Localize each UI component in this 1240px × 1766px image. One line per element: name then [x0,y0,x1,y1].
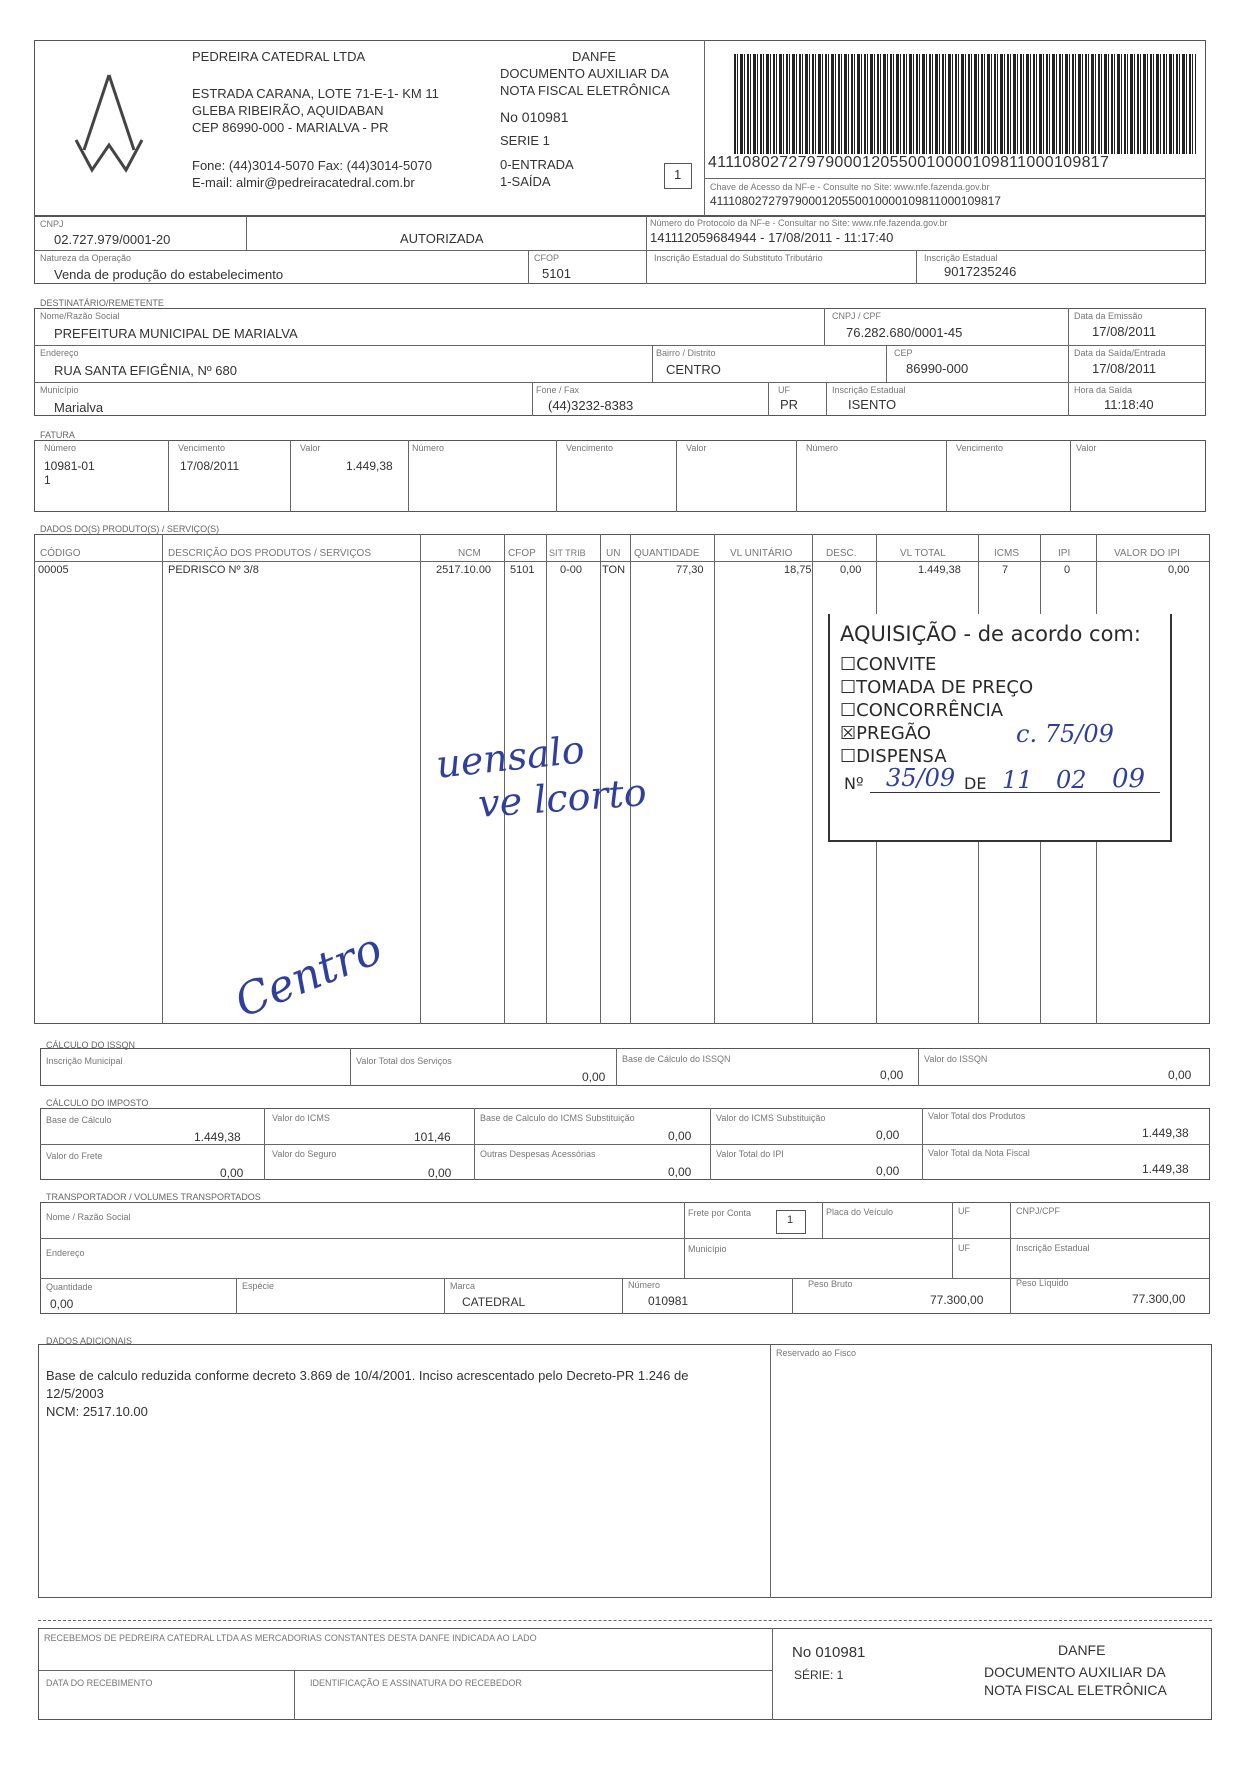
handwritten-note-1: uensalo [434,727,587,787]
tax-icms-label: Valor do ICMS [272,1113,330,1123]
tax-other: 0,00 [668,1165,692,1179]
danfe-subtitle1: DOCUMENTO AUXILIAR DA [500,66,669,81]
cell-description: PEDRISCO Nº 3/8 [168,564,259,576]
transport-cnpj-label: CNPJ/CPF [1016,1206,1061,1216]
divider [38,1670,772,1671]
cfop-label: CFOP [534,253,560,263]
tear-line [38,1620,1212,1621]
divider [474,1108,475,1180]
invoice-label-9: Valor [1076,443,1097,453]
phone-value: (44)3232-8383 [548,398,634,413]
divider [34,345,1206,346]
invoice-label-8: Vencimento [956,443,1004,453]
ie-label: Inscrição Estadual [924,253,998,263]
acquisition-stamp [828,614,1172,842]
receipt-text: RECEBEMOS DE PEDREIRA CATEDRAL LTDA AS MERCADORIAS CONSTANTES DESTA DANFE INDICADA AO LADO [44,1633,537,1643]
hand-date-year: 09 [1112,764,1146,794]
hand-process-number: 35/09 [886,764,956,792]
danfe-subtitle2: NOTA FISCAL ELETRÔNICA [500,83,670,98]
invoice-label-5: Vencimento [566,443,614,453]
divider [556,440,557,512]
recipient-cnpj-label: CNPJ / CPF [832,311,882,321]
additional-line3: NCM: 2517.10.00 [46,1404,148,1419]
additional-line1: Base de calculo reduzida conforme decreto 3.869 de 10/4/2001. Inciso acrescentado pelo Decreto-PR 1.246 de [46,1368,689,1383]
receipt-date-label: DATA DO RECEBIMENTO [46,1678,153,1688]
transport-brand-label: Marca [450,1281,476,1291]
stamp-option-convite: ☐CONVITE [840,654,937,675]
divider [916,250,917,284]
invoice-label-6: Valor [686,443,707,453]
cell-ncm: 2517.10.00 [436,564,492,576]
tax-products-label: Valor Total dos Produtos [928,1111,1026,1121]
cell-ipi-value: 0,00 [1168,564,1190,576]
col-line [420,534,421,1024]
cell-code: 00005 [38,564,69,576]
additional-line2: 12/5/2003 [46,1386,104,1401]
col-header-icms: ICMS [994,548,1019,559]
stamp-option-label: CONVITE [856,654,937,675]
hand-date-month: 02 [1056,766,1087,794]
divider [246,216,247,250]
tax-base-label: Base de Cálculo [46,1115,112,1125]
stamp-option-pregao: ☒PREGÃO [840,723,931,744]
transport-freight-label: Frete por Conta [688,1208,752,1218]
recipient-name-label: Nome/Razão Social [40,311,120,321]
emission-date: 17/08/2011 [1092,324,1157,339]
cell-un: TON [602,564,626,576]
district-label: Bairro / Distrito [656,348,716,358]
hand-date-day: 11 [1002,766,1033,794]
col-header-desc: DESCRIÇÃO DOS PRODUTOS / SERVIÇOS [168,548,372,559]
divider [290,440,291,512]
cep-label: CEP [894,348,913,358]
issqn-value: 0,00 [1168,1068,1192,1082]
transport-brand: CATEDRAL [462,1295,526,1309]
emitter-address3: CEP 86990-000 - MARIALVA - PR [192,120,389,135]
divider [1068,308,1069,416]
products-header-line [34,561,1210,562]
invoice-label-2: Vencimento [178,443,226,453]
consult-label: Chave de Acesso da NF-e - Consulte no Site: www.nfe.fazenda.gov.br [710,182,990,192]
col-header-qty: QUANTIDADE [634,548,700,559]
cell-sit: 0-00 [560,564,583,576]
emitter-address1: ESTRADA CARANA, LOTE 71-E-1- KM 11 [192,86,439,101]
divider [350,1048,351,1086]
handwritten-note-2: ve lcorto [476,770,649,826]
transport-uf-label: UF [958,1206,970,1216]
tax-insurance-label: Valor do Seguro [272,1149,337,1159]
divider [952,1202,953,1278]
divider [792,1278,793,1314]
divider [168,440,169,512]
tax-total-label: Valor Total da Nota Fiscal [928,1148,1030,1158]
receipt-number: No 010981 [792,1644,866,1661]
col-header-ipi: IPI [1058,548,1071,559]
col-header-unit: VL UNITÁRIO [730,548,793,559]
stamp-de-label: DE [964,774,987,793]
divider [826,382,827,416]
col-header-desc-value: DESC. [826,548,857,559]
divider [918,1048,919,1086]
issqn-services: 0,00 [582,1070,606,1084]
recipient-section-title: DESTINATÁRIO/REMETENTE [40,298,164,308]
divider [40,1238,1210,1239]
divider [676,440,677,512]
receipt-sub2: NOTA FISCAL ELETRÔNICA [984,1682,1167,1698]
divider [710,1108,711,1180]
tax-icms-st-label: Valor do ICMS Substituição [716,1113,826,1123]
divider [822,1202,823,1238]
tax-freight: 0,00 [220,1166,244,1180]
divider [652,345,653,382]
phone-label: Fone / Fax [536,385,580,395]
col-line [714,534,715,1024]
divider [684,1202,685,1278]
transport-uf2-label: UF [958,1243,970,1253]
invoice-due: 17/08/2011 [180,459,240,473]
reserved-label: Reservado ao Fisco [776,1348,857,1358]
recipient-name: PREFEITURA MUNICIPAL DE MARIALVA [54,326,298,341]
barcode [734,54,1196,154]
divider [444,1278,445,1314]
issqn-base-label: Base de Cálculo do ISSQN [622,1054,731,1064]
col-line [162,534,163,1024]
tax-ipi: 0,00 [876,1164,900,1178]
nature-value: Venda de produção do estabelecimento [54,267,284,282]
cnpj-value: 02.727.979/0001-20 [54,232,171,247]
divider [646,216,647,284]
danfe-number: No 010981 [500,109,569,125]
transport-city-label: Município [688,1244,727,1254]
invoice-number-2: 1 [44,473,51,487]
transport-net: 77.300,00 [1132,1292,1186,1306]
danfe-exit: 1-SAÍDA [500,174,551,189]
col-header-total: VL TOTAL [900,548,946,559]
receipt-sign-label: IDENTIFICAÇÃO E ASSINATURA DO RECEBEDOR [310,1678,522,1688]
transport-block [40,1202,1210,1314]
stamp-option-label: CONCORRÊNCIA [856,700,1004,721]
danfe-series: SERIE 1 [500,133,550,148]
issqn-services-label: Valor Total dos Serviços [356,1056,452,1066]
col-header-cfop: CFOP [508,548,536,559]
divider [528,250,529,284]
transport-freight: 1 [787,1214,794,1226]
district-value: CENTRO [666,362,721,377]
city-value: Marialva [54,400,104,415]
stamp-title: AQUISIÇÃO - de acordo com: [840,622,1141,646]
divider [34,250,1206,251]
cell-icms: 7 [1002,564,1009,576]
divider [532,382,533,416]
tax-total: 1.449,38 [1142,1162,1189,1176]
divider [946,440,947,512]
tax-other-label: Outras Despesas Acessórias [480,1149,596,1159]
transport-ie-label: Inscrição Estadual [1016,1243,1090,1253]
transport-plate-label: Placa do Veículo [826,1207,894,1217]
products-section-title: DADOS DO(S) PRODUTO(S) / SERVIÇO(S) [40,524,220,534]
cnpj-label: CNPJ [40,219,64,229]
invoice-section-title: FATURA [40,430,75,440]
emitter-email: E-mail: almir@pedreiracatedral.com.br [192,175,415,190]
divider [824,308,825,345]
invoice-value: 1.449,38 [346,459,393,473]
transport-name-label: Nome / Razão Social [46,1212,131,1222]
divider [40,1144,1210,1145]
access-key: 41110802727979000120550010000109811000109817 [710,194,1001,208]
danfe-title: DANFE [572,49,617,64]
divider [768,382,769,416]
stamp-option-label: PREGÃO [856,723,931,744]
handwritten-signature: Centro [228,923,390,1028]
company-logo [64,70,154,180]
cell-cfop: 5101 [510,564,535,576]
transport-net-label: Peso Líquido [1016,1278,1069,1288]
hour-label: Hora da Saída [1074,385,1133,395]
transport-number: 010981 [648,1294,689,1308]
transport-gross-label: Peso Bruto [808,1279,853,1289]
divider [886,345,887,382]
barcode-number: 41110802727979000120550010000109811000109817 [708,154,1110,171]
tax-icms: 101,46 [414,1130,451,1144]
divider [772,1628,773,1720]
uf-value: PR [780,397,799,412]
cell-discount: 0,00 [840,564,862,576]
cell-qty: 77,30 [676,564,704,576]
col-header-un: UN [606,548,621,559]
cfop-value: 5101 [542,266,571,281]
issqn-base: 0,00 [880,1068,904,1082]
protocol-value: 141112059684944 - 17/08/2011 - 11:17:40 [650,230,894,245]
divider [622,1278,623,1314]
divider [408,440,409,512]
exit-date-label: Data da Saída/Entrada [1074,348,1166,358]
receipt-sub1: DOCUMENTO AUXILIAR DA [984,1664,1166,1680]
city-label: Município [40,385,79,395]
transport-number-label: Número [628,1280,661,1290]
divider [1010,1278,1011,1314]
type-value: 1 [674,167,682,182]
recipient-cnpj: 76.282.680/0001-45 [846,325,963,340]
transport-species-label: Espécie [242,1281,275,1291]
receipt-danfe: DANFE [1058,1642,1106,1658]
hand-pregao-number: c. 75/09 [1016,720,1114,748]
divider [294,1670,295,1720]
status-value: AUTORIZADA [400,231,484,246]
col-header-sit: SIT TRIB [549,548,586,558]
cell-ipi: 0 [1064,564,1071,576]
cell-total: 1.449,38 [918,564,961,576]
divider [236,1278,237,1314]
tax-freight-label: Valor do Frete [46,1151,103,1161]
cep-value: 86990-000 [906,361,969,376]
hour-value: 11:18:40 [1104,397,1154,412]
protocol-label: Número do Protocolo da NF-e - Consultar no Site: www.nfe.fazenda.gov.br [650,218,948,228]
tax-base: 1.449,38 [194,1130,241,1144]
divider [796,440,797,512]
nature-label: Natureza da Operação [40,253,132,263]
col-line [812,534,813,1024]
tax-base-st: 0,00 [668,1129,692,1143]
stamp-option-concorrencia: ☐CONCORRÊNCIA [840,700,1004,721]
divider [264,1108,265,1180]
stamp-option-label: TOMADA DE PREÇO [856,677,1034,698]
divider [616,1048,617,1086]
tax-ipi-label: Valor Total do IPI [716,1149,784,1159]
transport-qty: 0,00 [50,1297,74,1311]
transport-address-label: Endereço [46,1248,85,1258]
transport-section-title: TRANSPORTADOR / VOLUMES TRANSPORTADOS [46,1192,261,1202]
col-header-code: CÓDIGO [40,548,81,559]
emitter-name: PEDREIRA CATEDRAL LTDA [192,49,366,64]
divider [1010,1202,1011,1278]
danfe-entry: 0-ENTRADA [500,157,574,172]
recipient-address: RUA SANTA EFIGÊNIA, Nº 680 [54,363,237,378]
recipient-ie-label: Inscrição Estadual [832,385,906,395]
emission-label: Data da Emissão [1074,311,1143,321]
stamp-option-label: DISPENSA [856,746,947,767]
ie-value: 9017235246 [944,264,1017,279]
invoice-number: 10981-01 [44,459,95,473]
divider [922,1108,923,1180]
divider [704,178,1206,179]
invoice-label-3: Valor [300,443,321,453]
uf-label: UF [778,385,790,395]
cell-unit: 18,75 [784,564,812,576]
tax-section-title: CÁLCULO DO IMPOSTO [46,1098,149,1108]
exit-date: 17/08/2011 [1092,361,1157,376]
issqn-im-label: Inscrição Municipal [46,1056,123,1066]
issqn-value-label: Valor do ISSQN [924,1054,988,1064]
issqn-section-title: CÁLCULO DO ISSQN [46,1040,136,1050]
stamp-number-label: Nº [844,774,864,793]
invoice-label-4: Número [412,443,445,453]
tax-products: 1.449,38 [1142,1126,1189,1140]
stamp-option-dispensa: ☐DISPENSA [840,746,947,767]
divider [34,382,1206,383]
emitter-phone: Fone: (44)3014-5070 Fax: (44)3014-5070 [192,158,432,173]
col-header-ipi-value: VALOR DO IPI [1114,548,1180,559]
divider [770,1344,771,1598]
transport-qty-label: Quantidade [46,1282,93,1292]
invoice-label-7: Número [806,443,839,453]
col-header-ncm: NCM [458,548,481,559]
additional-section-title: DADOS ADICIONAIS [46,1336,133,1346]
tax-insurance: 0,00 [428,1166,452,1180]
emitter-address2: GLEBA RIBEIRÃO, AQUIDABAN [192,103,384,118]
tax-icms-st: 0,00 [876,1128,900,1142]
recipient-ie: ISENTO [848,397,897,412]
receipt-series: SÉRIE: 1 [794,1668,844,1682]
transport-gross: 77.300,00 [930,1293,984,1307]
divider [1070,440,1071,512]
invoice-label-1: Número [44,443,77,453]
tax-base-st-label: Base de Calculo do ICMS Substituição [480,1113,635,1123]
divider [704,40,705,216]
stamp-option-tomada: ☐TOMADA DE PREÇO [840,677,1034,698]
ie-st-label: Inscrição Estadual do Substituto Tributário [654,253,823,263]
recipient-address-label: Endereço [40,348,79,358]
